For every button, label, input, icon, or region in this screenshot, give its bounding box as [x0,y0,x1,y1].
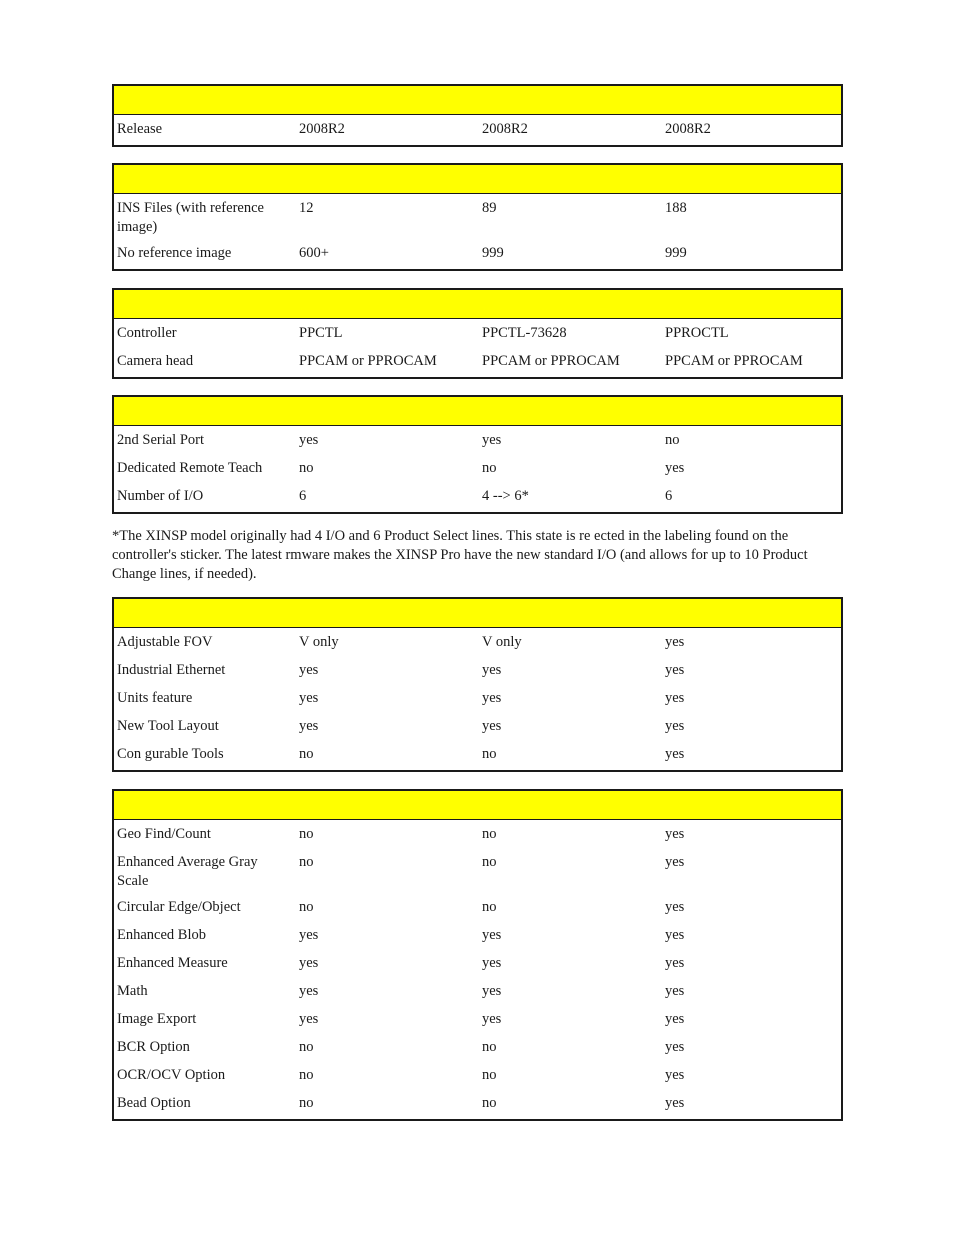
io-table [112,395,843,514]
row-label: Units feature [117,690,193,706]
cell-value: PPCTL [299,325,343,341]
tools-table [112,789,843,1121]
cell-value: no [482,1095,497,1111]
cell-value: V only [482,634,522,650]
row-label: No reference image [117,245,232,261]
table-row [114,685,841,713]
row-label: Con gurable Tools [117,746,224,762]
comparison-document [112,84,843,1121]
features-table-header [114,599,841,628]
row-label: Bead Option [117,1095,191,1111]
cell-value: PPCAM or PPROCAM [665,353,803,369]
table-row [114,741,841,769]
cell-value: PPCTL-73628 [482,325,567,341]
cell-value: yes [482,1011,502,1027]
table-row [114,629,841,657]
cell-value: 999 [482,245,504,261]
cell-value: no [665,432,680,448]
cell-value: yes [665,1011,685,1027]
row-label: Enhanced Blob [117,927,206,943]
row-label: New Tool Layout [117,718,219,734]
features-table [112,597,843,772]
cell-value: yes [482,432,502,448]
cell-value: yes [665,955,685,971]
table-row [114,713,841,741]
cell-value: 2008R2 [482,121,528,137]
table-row [114,320,841,348]
cell-value: 600+ [299,245,329,261]
cell-value: yes [665,927,685,943]
cell-value: yes [299,718,319,734]
cell-value: yes [482,983,502,999]
release-table-header [114,86,841,115]
row-label: Adjustable FOV [117,634,213,650]
table-row [114,455,841,483]
cell-value: yes [665,1067,685,1083]
cell-value: PPROCTL [665,325,729,341]
row-label: Circular Edge/Object [117,899,241,915]
cell-value: V only [299,634,339,650]
row-label: Geo Find/Count [117,826,211,842]
table-row [114,978,841,1006]
cell-value: yes [665,460,685,476]
cell-value: yes [665,899,685,915]
row-label: Enhanced Measure [117,955,228,971]
cell-value: 6 [665,488,673,504]
table-row [114,348,841,376]
cell-value: yes [665,983,685,999]
cell-value: no [299,854,314,870]
cell-value: yes [665,1095,685,1111]
table-row [114,1090,841,1118]
row-label: BCR Option [117,1039,190,1055]
row-label: Camera head [117,353,194,369]
cell-value: no [299,899,314,915]
cell-value: no [299,460,314,476]
cell-value: yes [482,718,502,734]
row-label: Release [117,121,163,137]
cell-value: yes [665,634,685,650]
cell-value: no [482,1039,497,1055]
cell-value: no [299,1067,314,1083]
cell-value: no [482,460,497,476]
cell-value: PPCAM or PPROCAM [299,353,437,369]
row-label: INS Files (with reference image) [117,200,264,235]
table-row [114,849,841,894]
cell-value: yes [482,927,502,943]
cell-value: no [482,854,497,870]
cell-value: 89 [482,200,497,216]
row-label: Industrial Ethernet [117,662,226,678]
table-row [114,240,841,268]
cell-value: PPCAM or PPROCAM [482,353,620,369]
cell-value: yes [665,662,685,678]
cell-value: 4 --> 6* [482,488,529,504]
cell-value: no [482,826,497,842]
row-label: Image Export [117,1011,197,1027]
row-label: Math [117,983,148,999]
table-row [114,483,841,511]
cell-value: yes [299,983,319,999]
cell-value: yes [482,690,502,706]
table-row [114,1006,841,1034]
table-row [114,1062,841,1090]
table-row [114,922,841,950]
cell-value: yes [299,690,319,706]
cell-value: yes [665,854,685,870]
cell-value: no [482,1067,497,1083]
cell-value: no [299,1039,314,1055]
io-footnote: *The XINSP model originally had 4 I/O and 6 Product Select lines. This state is re ected in the labeling found on the controller's sticker. The latest rmware makes the XINSP Pro have the new standard I/O (and allows for up to 10 Product Change lines, if needed). [112,528,808,582]
table-row [114,657,841,685]
ins-files-table-header [114,165,841,194]
cell-value: yes [299,1011,319,1027]
cell-value: no [299,826,314,842]
hardware-table-header [114,290,841,319]
cell-value: yes [299,432,319,448]
ins-files-table [112,163,843,271]
cell-value: yes [665,746,685,762]
cell-value: 2008R2 [299,121,345,137]
cell-value: yes [482,955,502,971]
cell-value: no [482,899,497,915]
row-label: Dedicated Remote Teach [117,460,263,476]
row-label: Number of I/O [117,488,204,504]
cell-value: 999 [665,245,687,261]
hardware-table [112,288,843,379]
cell-value: yes [665,1039,685,1055]
table-row [114,195,841,240]
tools-table-header [114,791,841,820]
cell-value: no [482,746,497,762]
cell-value: no [299,746,314,762]
cell-value: 2008R2 [665,121,711,137]
cell-value: 6 [299,488,307,504]
table-row [114,1034,841,1062]
table-row [114,950,841,978]
cell-value: 12 [299,200,314,216]
table-row [114,894,841,922]
table-row [114,116,841,144]
cell-value: yes [299,662,319,678]
row-label: Controller [117,325,177,341]
cell-value: no [299,1095,314,1111]
io-table-header [114,397,841,426]
row-label: OCR/OCV Option [117,1067,226,1083]
row-label: 2nd Serial Port [117,432,204,448]
cell-value: yes [299,927,319,943]
cell-value: yes [482,662,502,678]
cell-value: 188 [665,200,687,216]
table-row [114,821,841,849]
cell-value: yes [665,690,685,706]
row-label: Enhanced Average Gray Scale [117,854,258,889]
cell-value: yes [299,955,319,971]
cell-value: yes [665,718,685,734]
cell-value: yes [665,826,685,842]
table-row [114,427,841,455]
release-table [112,84,843,147]
